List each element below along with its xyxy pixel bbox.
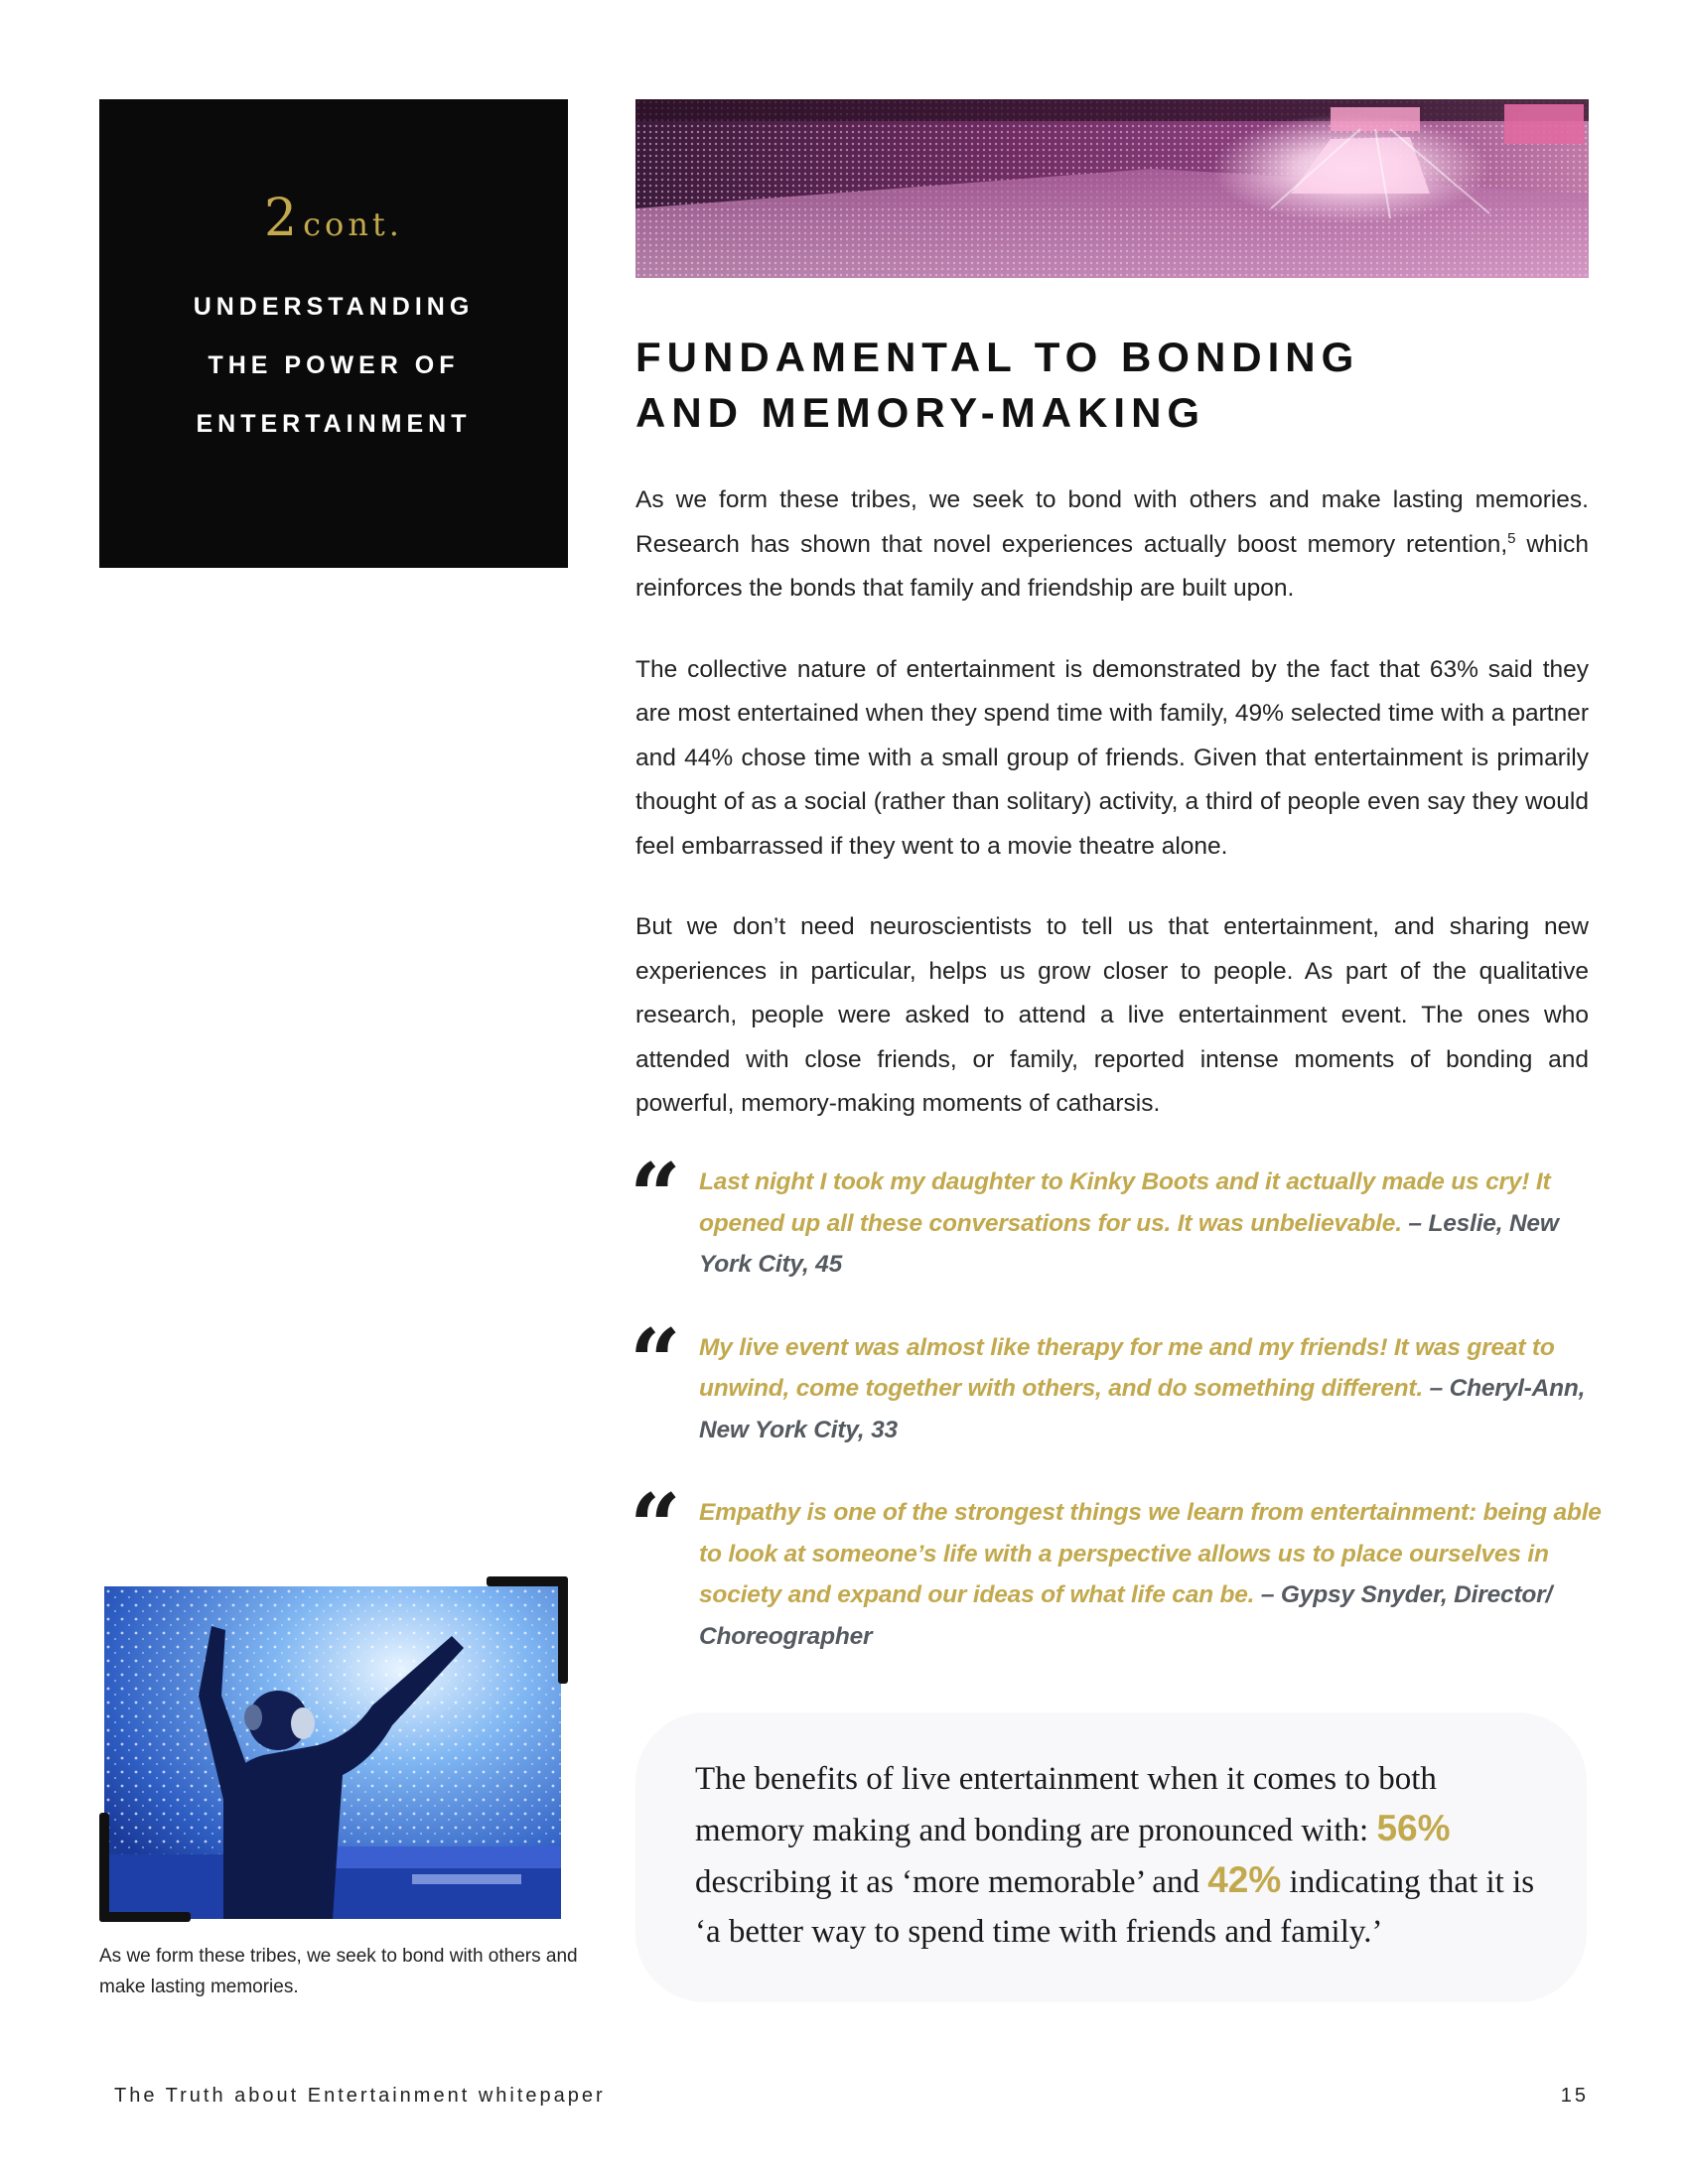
section-number-suffix: cont. (303, 205, 403, 243)
frame-corner-bottom-left-vertical (99, 1813, 109, 1922)
quote-item (630, 1474, 1603, 1657)
quote-item (630, 1308, 1603, 1451)
quote-mark-icon: “ (630, 1474, 681, 1579)
section-header-box (99, 99, 568, 568)
footer-title: The Truth about Entertainment whitepaper (114, 2085, 606, 2107)
photo-caption: As we form these tribes, we seek to bond with others and make lasting memories. (99, 1946, 578, 1997)
section-title (99, 278, 568, 454)
paragraph-3: But we don’t need neuroscientists to tell us that entertainment, and sharing new experiences in particular, helps us grow closer to people. As part of the qualitative research, people were asked to attend a live entertainment event. The ones who attended with close friends, or family, reported intense moments of bonding and powerful, memory-making moments of catharsis. (635, 913, 1589, 1117)
quote-text: Empathy is one of the strongest things we learn from entertainment: being able to look at someone’s life with a perspective allows us to place ourselves in society and expand our ideas of what life can be. (699, 1499, 1602, 1608)
quote-body (699, 1492, 1603, 1657)
dj-illustration (104, 1586, 561, 1919)
quote-item (630, 1144, 1603, 1286)
article-heading-line: AND MEMORY-MAKING (635, 389, 1206, 436)
frame-corner-top-right-horizontal (487, 1576, 568, 1586)
paragraph-2: The collective nature of entertainment is demonstrated by the fact that 63% said they are most entertained when they spend time with family, 49% selected time with a partner and 44% chose time with a small group of friends. Given that entertainment is primarily thought of as a social (rather than solitary) activity, a third of people even say they would feel embarrassed if they went to a movie theatre alone. (635, 655, 1589, 860)
article-heading (635, 330, 1589, 441)
quote-attribution: – Leslie, New York City, 45 (699, 1209, 1559, 1278)
section-number (99, 189, 568, 248)
quote-mark-icon: “ (630, 1308, 681, 1415)
callout-text: describing it as ‘more memorable’ and (695, 1864, 1208, 1900)
callout-stat-friends-family: 42% (1207, 1859, 1282, 1900)
frame-corner-top-right-vertical (558, 1576, 568, 1684)
body-text (635, 478, 1589, 1163)
quote-body (699, 1161, 1603, 1286)
quote-attribution: – Gypsy Snyder, Director/ Choreographer (699, 1581, 1553, 1650)
stat-callout (635, 1712, 1587, 2002)
concert-crowd-photo (635, 99, 1589, 278)
section-title-line: ENTERTAINMENT (196, 410, 472, 438)
callout-stat-memorable: 56% (1376, 1808, 1451, 1848)
quote-text: My live event was almost like therapy for me and my friends! It was great to unwind, come together with others, and do something different. (699, 1333, 1555, 1402)
article-heading-line: FUNDAMENTAL TO BONDING (635, 334, 1360, 380)
section-title-line: THE POWER OF (208, 351, 460, 379)
quotes-list (630, 1144, 1603, 1699)
section-number-digit: 2 (264, 189, 298, 248)
quote-text: Last night I took my daughter to Kinky Boots and it actually made us cry! It opened up all these conversations for us. It was unbelievable. (699, 1168, 1551, 1237)
callout-text: The benefits of live entertainment when it comes to both memory making and bonding are pronounced with: (695, 1761, 1437, 1848)
section-title-line: UNDERSTANDING (193, 293, 475, 321)
paragraph-1-text-end: which reinforces the bonds that family and friendship are built upon. (635, 530, 1589, 602)
quote-attribution: – Cheryl-Ann, New York City, 33 (699, 1375, 1586, 1443)
quote-body (699, 1327, 1603, 1451)
paragraph-1 (635, 478, 1589, 612)
dj-photo (104, 1586, 561, 1919)
concert-crowd-illustration (635, 99, 1589, 278)
paragraph-1-text: As we form these tribes, we seek to bond with others and make lasting memories. Research has shown that novel experiences actually boost memory retention, (635, 486, 1589, 558)
frame-corner-bottom-left-horizontal (99, 1912, 191, 1922)
quote-mark-icon: “ (630, 1144, 681, 1249)
callout-text: indicating that it is ‘a better way to spend time with friends and family.’ (695, 1864, 1535, 1950)
page-number: 15 (1560, 2085, 1589, 2107)
footnote-ref: 5 (1507, 529, 1516, 547)
